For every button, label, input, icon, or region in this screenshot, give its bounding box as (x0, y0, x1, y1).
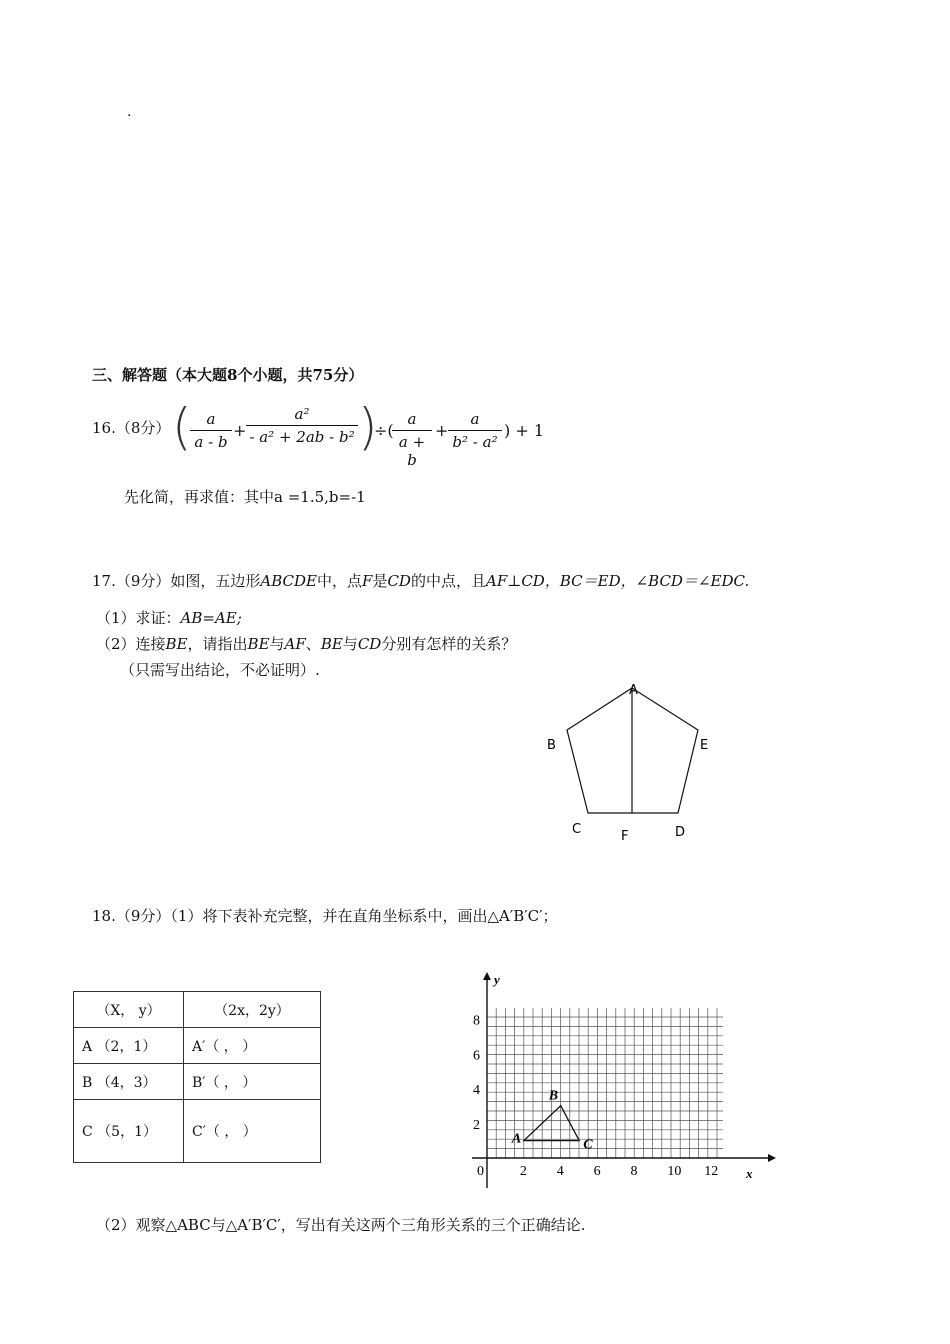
section-title: 三、解答题（本大题8个小题，共75分） (92, 366, 364, 384)
plus-2: + (435, 421, 449, 440)
q17-2e: 与 (269, 635, 285, 653)
q17-2h: BE (320, 635, 343, 653)
q17-a: 17.（9分）如图，五边形 (92, 572, 261, 590)
y-axis-label: y (494, 972, 500, 987)
table-cell: C （5，1） (74, 1100, 184, 1163)
q17-1b: AB=AE; (180, 609, 242, 627)
q17-f: CD (387, 572, 411, 590)
label-b: B (547, 738, 556, 753)
table-cell-answer[interactable]: B′（ ， ） (184, 1064, 321, 1100)
table-cell: A （2，1） (74, 1028, 184, 1064)
label-e: E (700, 738, 709, 753)
q17-1a: （1）求证： (96, 609, 181, 627)
right-paren: ) (358, 398, 378, 456)
left-paren: ( (172, 398, 192, 456)
table-cell-answer[interactable]: C′（ ， ） (184, 1100, 321, 1163)
frac-4-den: b² - a² (452, 433, 498, 451)
frac-4-num: a (448, 410, 502, 431)
x-axis-label: x (746, 1166, 753, 1181)
q17-2b: BE (165, 635, 188, 653)
q17-g: 的中点，且 (410, 572, 486, 590)
q17-2c: ，请指出 (187, 635, 248, 653)
q17-2i: 与 (342, 635, 358, 653)
frac-1-den: a - b (194, 433, 228, 451)
table-row (74, 1100, 321, 1163)
coordinate-grid (460, 970, 780, 1195)
page-dot: . (127, 104, 132, 120)
q17-2g: 、 (305, 635, 321, 653)
q17-2k: 分别有怎样的关系？ (381, 635, 517, 653)
frac-3-den: a + b (398, 433, 426, 469)
point-label-b: B (548, 1088, 559, 1104)
plus-1: + (233, 421, 247, 440)
table-row (74, 1064, 321, 1100)
x-tick-label: 10 (667, 1164, 682, 1179)
table-cell-answer[interactable]: A′（ ， ） (184, 1028, 321, 1064)
frac-2 (246, 405, 358, 446)
coordinate-table (73, 991, 321, 1163)
label-f: F (621, 829, 629, 844)
y-axis-arrow (483, 972, 491, 980)
q17-b: ABCDE (260, 572, 317, 590)
table-header-row (74, 992, 321, 1028)
x-tick-label: 12 (704, 1164, 719, 1179)
q17-part1 (96, 607, 242, 628)
frac-4 (448, 410, 502, 451)
label-c: C (572, 822, 582, 837)
q17-e: 是 (372, 572, 388, 590)
x-axis-arrow (768, 1154, 776, 1162)
y-tick-label: 6 (473, 1048, 480, 1064)
label-d: D (675, 825, 686, 840)
q17-h: AF⊥CD，BC＝ED，∠BCD＝∠EDC. (485, 572, 750, 590)
frac-1-num: a (190, 410, 232, 431)
point-label-a: A (511, 1131, 522, 1147)
tail: ) + 1 (504, 421, 544, 440)
divide: ÷( (374, 421, 394, 440)
q17-stem (92, 570, 749, 591)
frac-2-num: a² (246, 405, 358, 426)
x-tick-label: 6 (593, 1164, 601, 1179)
frac-3 (392, 410, 432, 469)
frac-1 (190, 410, 232, 451)
x-tick-label: 2 (519, 1164, 527, 1179)
q17-d: F (362, 572, 373, 590)
q17-2d: BE (247, 635, 270, 653)
q17-2a: （2）连接 (96, 635, 166, 653)
q18-part2: （2）观察△ABC与△A′B′C′，写出有关这两个三角形关系的三个正确结论. (96, 1216, 586, 1234)
table-cell: B （4，3） (74, 1064, 184, 1100)
pentagon-figure (530, 680, 740, 850)
frac-3-num: a (392, 410, 432, 431)
y-tick-label: 4 (473, 1083, 480, 1099)
q17-2f: AF (284, 635, 306, 653)
table-header: （X， y） (74, 992, 184, 1028)
x-tick-label: 4 (556, 1164, 564, 1179)
y-tick-label: 8 (473, 1013, 480, 1029)
point-label-c: C (583, 1137, 593, 1153)
q17-c: 中，点 (317, 572, 363, 590)
q16-label: 16.（8分） (92, 419, 171, 437)
table-header: （2x，2y） (184, 992, 321, 1028)
q18-stem: 18.（9分）（1）将下表补充完整，并在直角坐标系中，画出△A′B′C′； (92, 907, 558, 925)
q17-part3: （只需写出结论，不必证明）. (120, 661, 320, 679)
label-a: A (629, 683, 638, 698)
frac-2-den: - a² + 2ab - b² (249, 428, 355, 446)
table-row (74, 1028, 321, 1064)
x-tick-label: 0 (477, 1164, 484, 1179)
y-tick-label: 2 (473, 1118, 480, 1134)
q17-2j: CD (357, 635, 382, 653)
x-tick-label: 8 (630, 1164, 638, 1179)
q16-subtext: 先化简，再求值：其中a =1.5,b=-1 (124, 488, 366, 506)
q17-part2 (96, 633, 516, 654)
